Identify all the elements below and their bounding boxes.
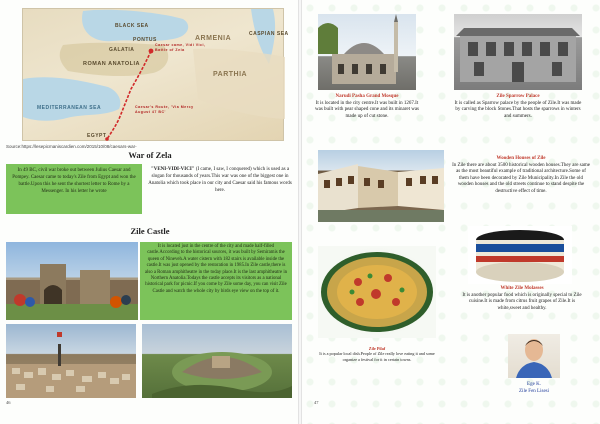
castle-photo <box>6 242 138 320</box>
mosque-caption <box>312 94 422 120</box>
right-page <box>302 0 600 424</box>
wooden-houses-photo <box>318 150 444 222</box>
sparrow-title: Zile Sparrow Palace <box>496 94 540 99</box>
map-label-caspian: CASPIAN SEA <box>249 31 289 37</box>
castle-green-box: It is located just in the centre of the city and made half-filled castle.According to the historical sources, it was built by Semiramis the queen of Nineveh.A water cistern with 182 stairs is available inside the castle.It was just opened by the restoration in 1985.In Zile castle,there is also a Roman amphitheatre in the today place.It is the last amphitheatre in Northern Anatolia.Todays the castle accepts its visitors as a national historical park for picnic.If you come by Zile some day, you can visit Zile Castle and watch the whole city by birds eye view on the top of it. <box>140 242 292 320</box>
map-label-pontus: PONTUS <box>133 37 157 43</box>
student-name: Ege K. <box>527 382 541 387</box>
map-source: Source:https://lesepicmaniscardien.com/2015/10/08/caesars-war- <box>6 144 137 149</box>
mosque-illustration <box>318 14 416 90</box>
right-page-number: 47 <box>314 400 319 405</box>
student-photo <box>508 334 560 378</box>
historical-map <box>22 8 289 141</box>
map-label-armenia: ARMENIA <box>195 35 232 42</box>
city-illustration <box>6 324 136 398</box>
mosque-title: Narudi Pasha Grand Mosque <box>335 94 399 99</box>
city-view-photo <box>6 324 136 398</box>
molasses-illustration <box>468 226 572 284</box>
pilaf-photo <box>318 246 436 338</box>
map-note-zela: Caesar came, Vidi Vici, Battle of Zela <box>155 43 206 52</box>
molasses-photo <box>468 226 572 284</box>
student-portrait <box>508 334 560 378</box>
map-label-black-sea: BLACK SEA <box>115 23 149 29</box>
map-label-galatia: GALATIA <box>109 47 135 53</box>
sparrow-caption <box>452 94 584 120</box>
sparrow-text: It is called as Sparrow palace by the people of Zile.It was made by carving the block Stones.That hosts the sparrows in winters and summers. <box>454 100 582 119</box>
sparrow-palace-photo <box>454 14 582 90</box>
molasses-text: It is another popular food which is originally special to Zile cuisine.It is made from citrus fruit grapes of Zile.It is white,sweet and healthy. <box>462 292 582 311</box>
molasses-title: White Zile Molasses <box>500 286 544 291</box>
mosque-text: It is located in the city centre.It was built in 1267.It was built with pear shaped cone and its minaret was made up of cut stone. <box>315 100 419 119</box>
student-school: Zile Fen Lisesi <box>519 388 549 394</box>
parthia-region <box>193 49 285 119</box>
mediterranean-shape <box>23 77 120 120</box>
pilaf-title: Zile Pilaf <box>368 346 386 351</box>
student-caption <box>492 382 576 395</box>
mosque-photo <box>318 14 416 90</box>
veni-vidi-vici: "VENI-VIDI-VICI" <box>150 167 195 172</box>
map-label-mediterranean: MEDITERRANEAN SEA <box>37 105 102 111</box>
zela-marker <box>149 49 154 54</box>
castle-aerial-photo <box>142 324 292 398</box>
map-label-egypt: EGYPT <box>87 133 107 139</box>
houses-title: Wooden Houses of Zile <box>496 156 546 161</box>
palace-illustration <box>454 14 582 90</box>
map-label-parthia: PARTHIA <box>213 71 248 78</box>
castle-heading: Zile Castle <box>130 226 170 236</box>
map-label-roman-anatolia: ROMAN ANATOLIA <box>83 61 141 67</box>
houses-caption <box>452 156 590 195</box>
pilaf-caption <box>318 346 436 362</box>
molasses-caption <box>458 286 586 312</box>
houses-text: In Zile there are about 3500 historical wooden houses.They are same as the most beautiful example of traditional architecture.Some of them have been decorated by Zile Municipality.In Zile the old wooden houses and the old streets continue to stand despite the destructive effect of time. <box>452 162 590 194</box>
war-green-box: In 49 BC, civil war broke out between Julius Caesar and Pompey. Caesar came to today's Zile from Egypt and won the battle.Upon this he sent the shortest letter to Rome by a Messenger. In his letter he wrote <box>6 164 142 214</box>
left-page-number: 46 <box>6 400 11 405</box>
war-text-rest: (I came, I saw, I conquered) which is used as a slogan for thousands of years.This war was one of the biggest one in Anatolia which took place in our city and Caesar said his famous words here. <box>148 167 292 193</box>
left-page <box>0 0 298 424</box>
houses-illustration <box>318 150 444 222</box>
castle-illustration <box>6 242 138 320</box>
map-note-route: Caesar's Route, 'Via Mercy August 47 BC' <box>135 105 194 114</box>
war-heading: War of Zela <box>128 150 172 160</box>
pilaf-illustration <box>318 246 436 338</box>
pilaf-text: It is a popular local dish.People of Zile really love eating it and some organize a festival for it in certain towns. <box>319 351 435 362</box>
aerial-illustration <box>142 324 292 398</box>
war-text-right <box>146 166 294 194</box>
